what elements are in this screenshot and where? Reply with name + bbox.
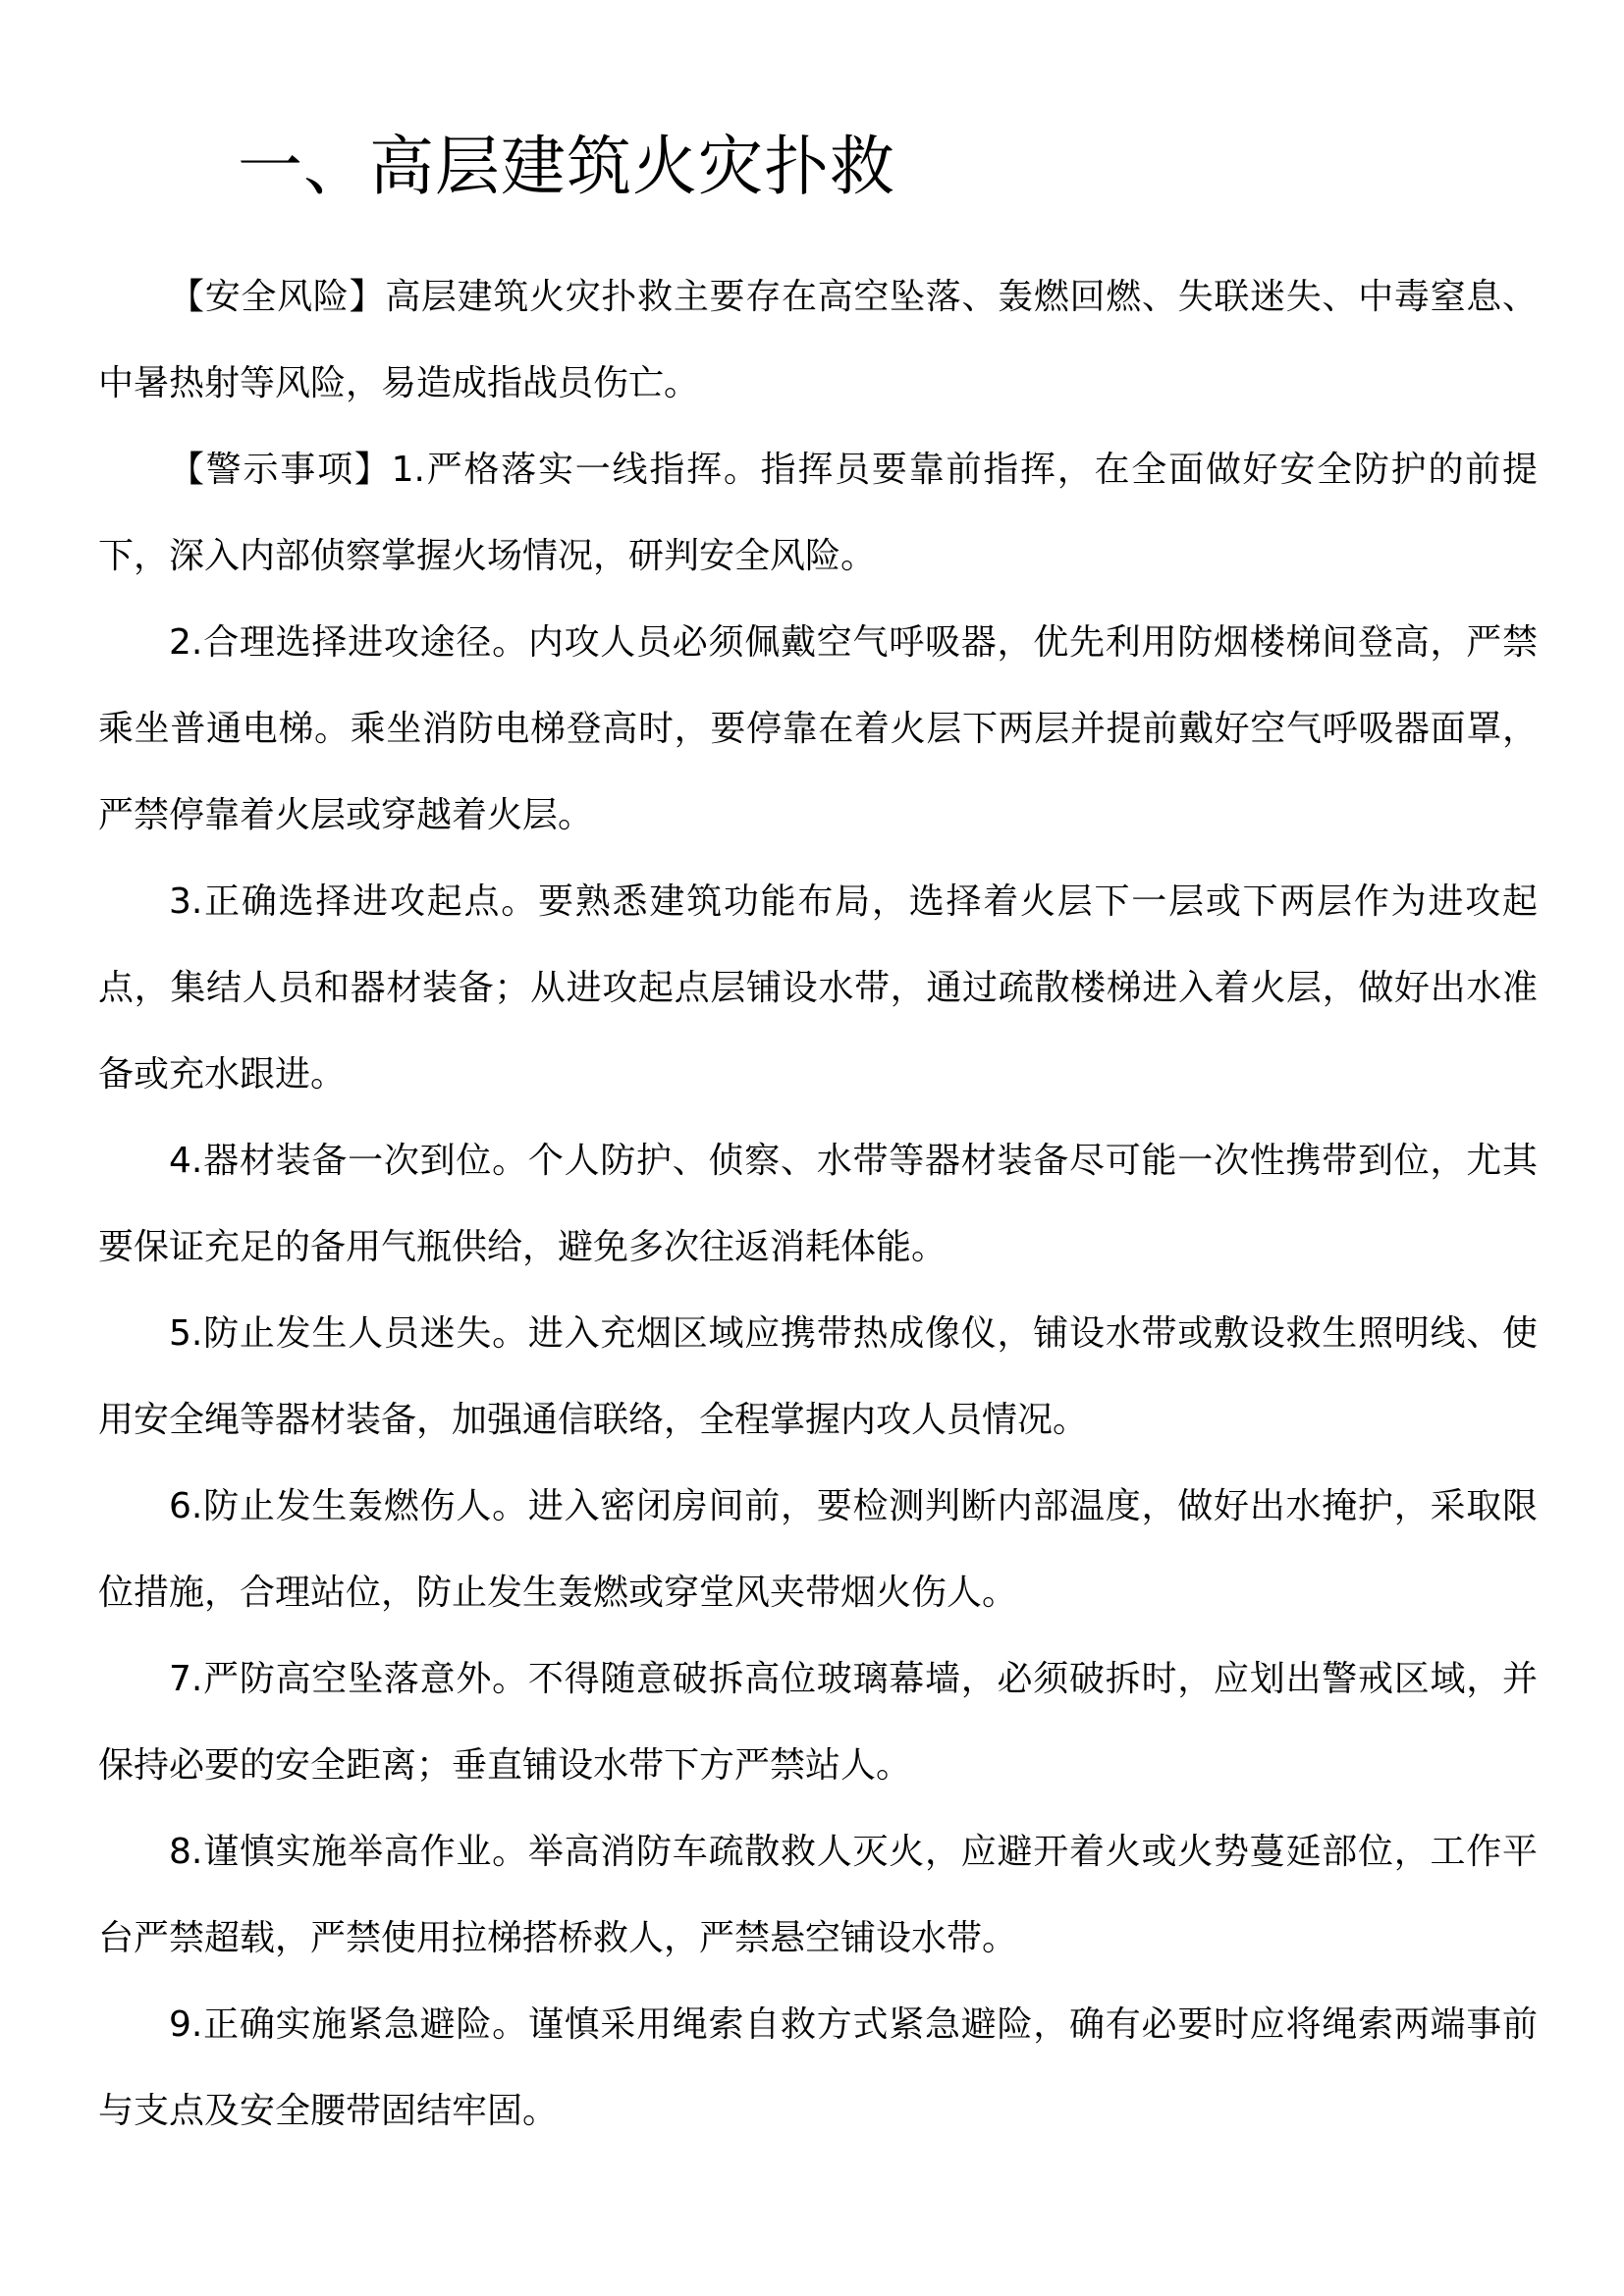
paragraph-warning-2: 2.合理选择进攻途径。内攻人员必须佩戴空气呼吸器，优先利用防烟楼梯间登高，严禁乘坐普通电梯。乘坐消防电梯登高时，要停靠在着火层下两层并提前戴好空气呼吸器面罩，严禁停靠着火层或穿越着火层。 — [98, 622, 1538, 836]
paragraph-safety-risk: 【安全风险】高层建筑火灾扑救主要存在高空坠落、轰燃回燃、失联迷失、中毒窒息、中暑热射等风险，易造成指战员伤亡。 — [98, 277, 1538, 404]
paragraph-warning-7: 7.严防高空坠落意外。不得随意破拆高位玻璃幕墙，必须破拆时，应划出警戒区域，并保持必要的安全距离；垂直铺设水带下方严禁站人。 — [98, 1659, 1538, 1787]
paragraph-warning-8: 8.谨慎实施举高作业。举高消防车疏散救人灭火，应避开着火或火势蔓延部位，工作平台严禁超载，严禁使用拉梯搭桥救人，严禁悬空铺设水带。 — [98, 1832, 1538, 1959]
paragraph-warning-4: 4.器材装备一次到位。个人防护、侦察、水带等器材装备尽可能一次性携带到位，尤其要保证充足的备用气瓶供给，避免多次往返消耗体能。 — [98, 1141, 1538, 1268]
page-title: 一、高层建筑火灾扑救 — [238, 129, 895, 204]
paragraph-warning-1: 【警示事项】1.严格落实一线指挥。指挥员要靠前指挥，在全面做好安全防护的前提下，深入内部侦察掌握火场情况，研判安全风险。 — [98, 450, 1538, 577]
paragraph-warning-9: 9.正确实施紧急避险。谨慎采用绳索自救方式紧急避险，确有必要时应将绳索两端事前与支点及安全腰带固结牢固。 — [98, 2004, 1538, 2132]
paragraph-warning-3: 3.正确选择进攻起点。要熟悉建筑功能布局，选择着火层下一层或下两层作为进攻起点，集结人员和器材装备；从进攻起点层铺设水带，通过疏散楼梯进入着火层，做好出水准备或充水跟进。 — [98, 881, 1538, 1095]
paragraph-warning-5: 5.防止发生人员迷失。进入充烟区域应携带热成像仪，铺设水带或敷设救生照明线、使用安全绳等器材装备，加强通信联络，全程掌握内攻人员情况。 — [98, 1313, 1538, 1441]
paragraph-warning-6: 6.防止发生轰燃伤人。进入密闭房间前，要检测判断内部温度，做好出水掩护，采取限位措施，合理站位，防止发生轰燃或穿堂风夹带烟火伤人。 — [98, 1486, 1538, 1614]
